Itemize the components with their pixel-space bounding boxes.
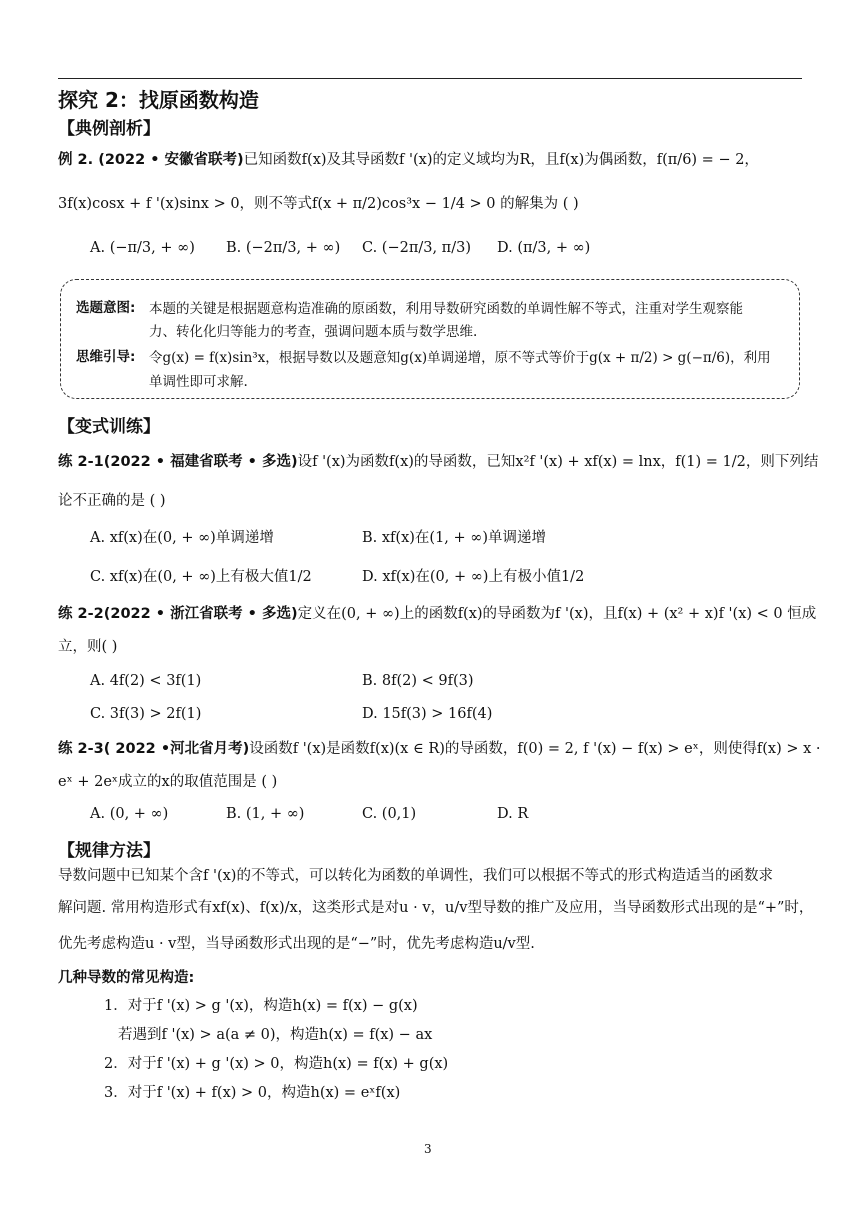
example-2-option-a: A. (−π/3, + ∞): [90, 240, 195, 256]
guide-line2: 单调性即可求解.: [149, 374, 248, 390]
top-rule: [58, 78, 802, 79]
practice-2-3-option-a: A. (0, + ∞): [90, 806, 169, 822]
practice-2-1-option-c: C. xf(x)在(0, + ∞)上有极大值1/2: [90, 569, 312, 585]
example-2-line2: 3f(x)cosx + f '(x)sinx > 0，则不等式f(x + π/2)cos³x − 1/4 > 0 的解集为 ( ): [58, 196, 579, 212]
practice-2-3-line1: [58, 739, 821, 759]
section-title: 探究 2：找原函数构造: [58, 88, 259, 112]
example-header: 【典例剖析】: [58, 119, 160, 139]
intent-line2: 力、转化化归等能力的考查，强调问题本质与数学思维.: [149, 324, 478, 340]
example-2-option-b: B. (−2π/3, + ∞): [226, 240, 341, 256]
method-line1: 导数问题中已知某个含f '(x)的不等式，可以转化为函数的单调性，我们可以根据不等式的形式构造适当的函数求: [58, 868, 773, 884]
practice-2-1-option-a: A. xf(x)在(0, + ∞)单调递增: [90, 530, 274, 546]
practice-2-2-option-d: D. 15f(3) > 16f(4): [362, 706, 493, 722]
page-number: 3: [424, 1142, 432, 1156]
practice-2-1-text1: 设f '(x)为函数f(x)的导函数，已知x²f '(x) + xf(x) = lnx，f(1) = 1/2，则下列结: [297, 454, 819, 470]
practice-2-2-option-c: C. 3f(3) > 2f(1): [90, 706, 202, 722]
guide-label: 思维引导:: [76, 349, 136, 365]
construction-item-2: 2．对于f '(x) + g '(x) > 0，构造h(x) = f(x) + g(x): [104, 1056, 449, 1072]
practice-2-2-line2: 立，则( ): [58, 639, 118, 655]
intent-line1: 本题的关键是根据题意构造准确的原函数，利用导数研究函数的单调性解不等式，注重对学生观察能: [149, 301, 743, 317]
practice-2-1-line1: [58, 452, 818, 472]
example-2-lead: 例 2. (2022 • 安徽省联考): [58, 152, 244, 168]
practice-2-3-option-c: C. (0,1): [362, 806, 417, 822]
method-line2: 解问题. 常用构造形式有xf(x)、f(x)/x，这类形式是对u · v，u/v型导数的推广及应用，当导函数形式出现的是“+”时，: [58, 900, 814, 916]
construction-item-1-note: 若遇到f '(x) > a(a ≠ 0)，构造h(x) = f(x) − ax: [118, 1027, 433, 1043]
example-2-option-d: D. (π/3, + ∞): [497, 240, 591, 256]
example-2-line1: [58, 150, 759, 170]
method-line3: 优先考虑构造u · v型，当导函数形式出现的是“−”时，优先考虑构造u/v型.: [58, 936, 535, 952]
practice-2-2-lead: 练 2-2(2022 • 浙江省联考 • 多选): [58, 606, 298, 622]
construction-item-3: 3．对于f '(x) + f(x) > 0，构造h(x) = eˣf(x): [104, 1085, 401, 1101]
variant-header: 【变式训练】: [58, 417, 160, 437]
method-header: 【规律方法】: [58, 841, 160, 861]
practice-2-3-option-b: B. (1, + ∞): [226, 806, 305, 822]
intent-label: 选题意图:: [76, 300, 136, 316]
guide-line1: 令g(x) = f(x)sin³x，根据导数以及题意知g(x)单调递增，原不等式等价于g(x + π/2) > g(−π/6)，利用: [149, 350, 771, 366]
common-header: 几种导数的常见构造:: [58, 970, 195, 986]
practice-2-2-line1: [58, 604, 816, 624]
practice-2-2-option-b: B. 8f(2) < 9f(3): [362, 673, 474, 689]
practice-2-2-option-a: A. 4f(2) < 3f(1): [90, 673, 202, 689]
practice-2-1-option-b: B. xf(x)在(1, + ∞)单调递增: [362, 530, 547, 546]
practice-2-3-option-d: D. R: [497, 806, 529, 822]
practice-2-3-lead: 练 2-3( 2022 •河北省月考): [58, 741, 250, 757]
practice-2-1-lead: 练 2-1(2022 • 福建省联考 • 多选): [58, 454, 298, 470]
practice-2-1-option-d: D. xf(x)在(0, + ∞)上有极小值1/2: [362, 569, 585, 585]
example-2-option-c: C. (−2π/3, π/3): [362, 240, 471, 256]
example-2-text1: 已知函数f(x)及其导函数f '(x)的定义域均为R，且f(x)为偶函数，f(π/6) = − 2，: [243, 152, 759, 168]
practice-2-2-text1: 定义在(0, + ∞)上的函数f(x)的导函数为f '(x)，且f(x) + (x² + x)f '(x) < 0 恒成: [297, 606, 817, 622]
construction-item-1: 1．对于f '(x) > g '(x)，构造h(x) = f(x) − g(x): [104, 998, 418, 1014]
practice-2-3-text1: 设函数f '(x)是函数f(x)(x ∈ R)的导函数，f(0) = 2, f '(x) − f(x) > eˣ，则使得f(x) > x ·: [249, 741, 821, 757]
practice-2-1-line2: 论不正确的是 ( ): [58, 493, 166, 509]
practice-2-3-line2: eˣ + 2eˣ成立的x的取值范围是 ( ): [58, 774, 278, 790]
